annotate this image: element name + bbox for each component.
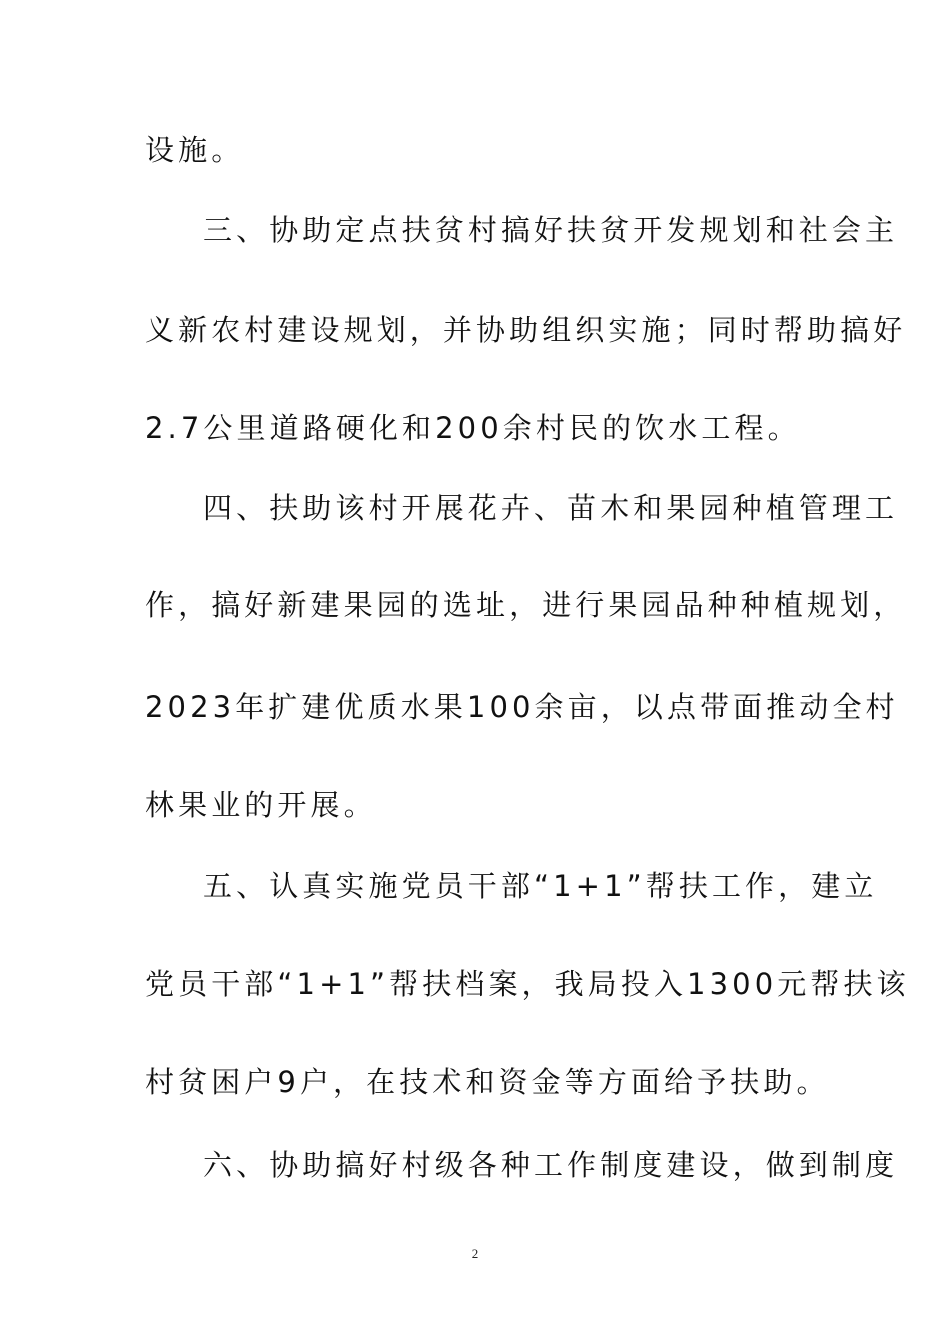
text-line-1: 设施。 xyxy=(145,133,245,167)
paragraph-4-line-4: 林果业的开展。 xyxy=(145,788,377,822)
paragraph-4-line-1: 四、扶助该村开展花卉、苗木和果园种植管理工 xyxy=(203,491,899,525)
paragraph-5-line-2: 党员干部“1+1”帮扶档案，我局投入1300元帮扶该 xyxy=(145,967,910,1001)
paragraph-5-line-1: 五、认真实施党员干部“1+1”帮扶工作，建立 xyxy=(203,869,878,903)
paragraph-5-line-3: 村贫困户9户，在技术和资金等方面给予扶助。 xyxy=(145,1065,830,1099)
paragraph-3-line-1: 三、协助定点扶贫村搞好扶贫开发规划和社会主 xyxy=(203,213,899,247)
page-number: 2 xyxy=(471,1246,479,1261)
paragraph-6-line-1: 六、协助搞好村级各种工作制度建设，做到制度 xyxy=(203,1148,899,1182)
paragraph-4-line-2: 作，搞好新建果园的选址，进行果园品种种植规划， xyxy=(145,588,907,622)
paragraph-3-line-3: 2.7公里道路硬化和200余村民的饮水工程。 xyxy=(145,411,801,445)
paragraph-3-line-2: 义新农村建设规划，并协助组织实施；同时帮助搞好 xyxy=(145,313,907,347)
paragraph-4-line-3: 2023年扩建优质水果100余亩，以点带面推动全村 xyxy=(145,690,899,724)
